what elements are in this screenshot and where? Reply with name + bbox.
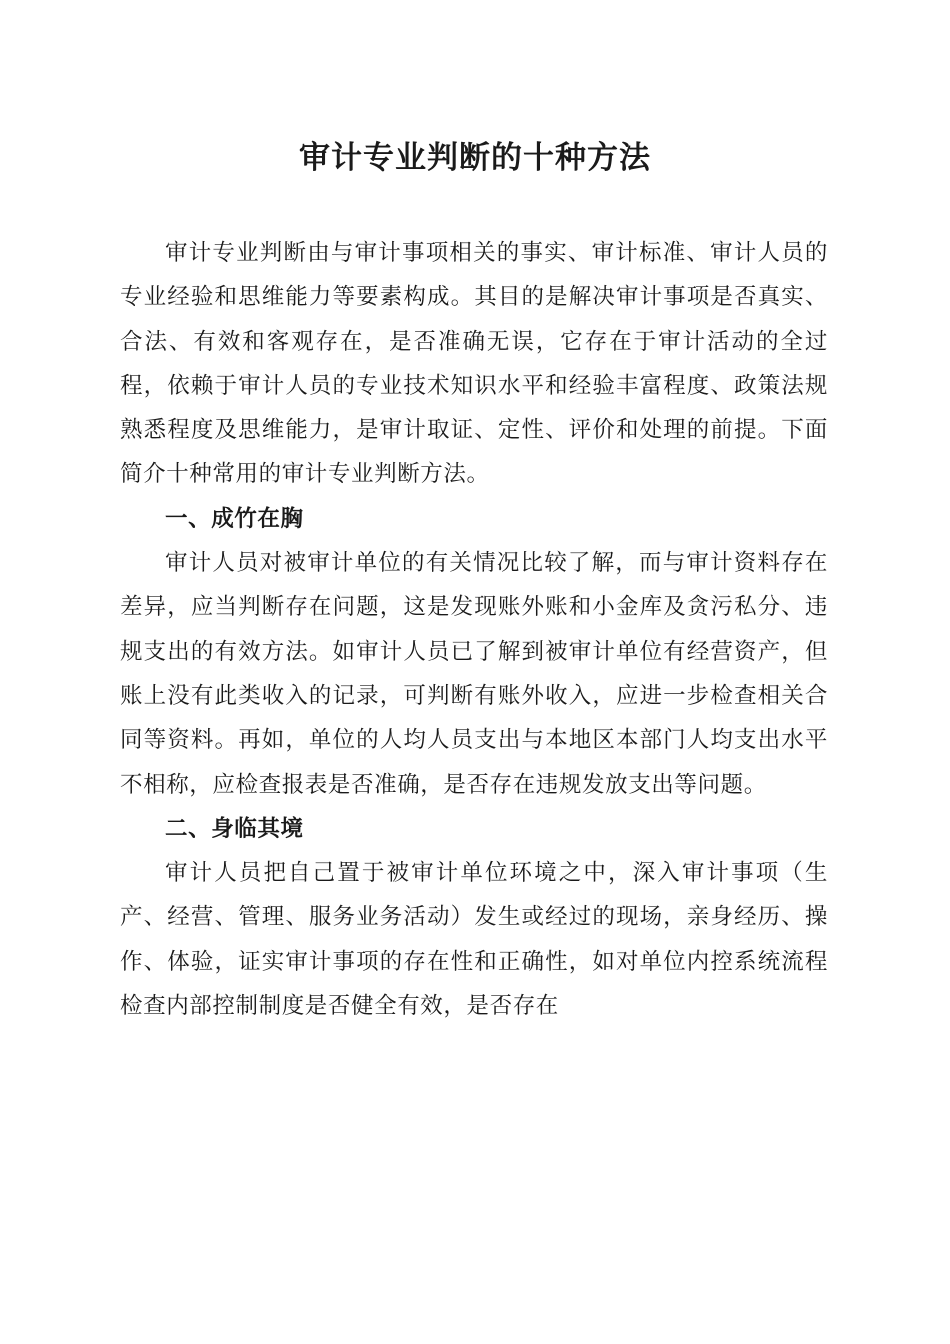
section-heading-2: 二、身临其境 — [165, 815, 304, 842]
document-title: 审计专业判断的十种方法 — [299, 140, 651, 176]
section-paragraph-2: 审计人员把自己置于被审计单位环境之中，深入审计事项（生产、经营、管理、服务业务活动）发生或经过的现场，亲身经历、操作、体验，证实审计事项的存在性和正确性，如对单位内控系统流程检查内部控制制度是否健全有效，是否存在 — [120, 860, 828, 1020]
section-heading-1: 一、成竹在胸 — [165, 505, 304, 532]
document-body — [120, 231, 828, 1028]
section-paragraph-1: 审计人员对被审计单位的有关情况比较了解，而与审计资料存在差异，应当判断存在问题，这是发现账外账和小金库及贪污私分、违规支出的有效方法。如审计人员已了解到被审计单位有经营资产，但账上没有此类收入的记录，可判断有账外收入，应进一步检查相关合同等资料。再如，单位的人均人员支出与本地区本部门人均支出水平不相称，应检查报表是否准确，是否存在违规发放支出等问题。 — [120, 550, 828, 798]
intro-paragraph: 审计专业判断由与审计事项相关的事实、审计标准、审计人员的专业经验和思维能力等要素构成。其目的是解决审计事项是否真实、合法、有效和客观存在，是否准确无误，它存在于审计活动的全过程，依赖于审计人员的专业技术知识水平和经验丰富程度、政策法规熟悉程度及思维能力，是审计取证、定性、评价和处理的前提。下面简介十种常用的审计专业判断方法。 — [120, 240, 828, 488]
